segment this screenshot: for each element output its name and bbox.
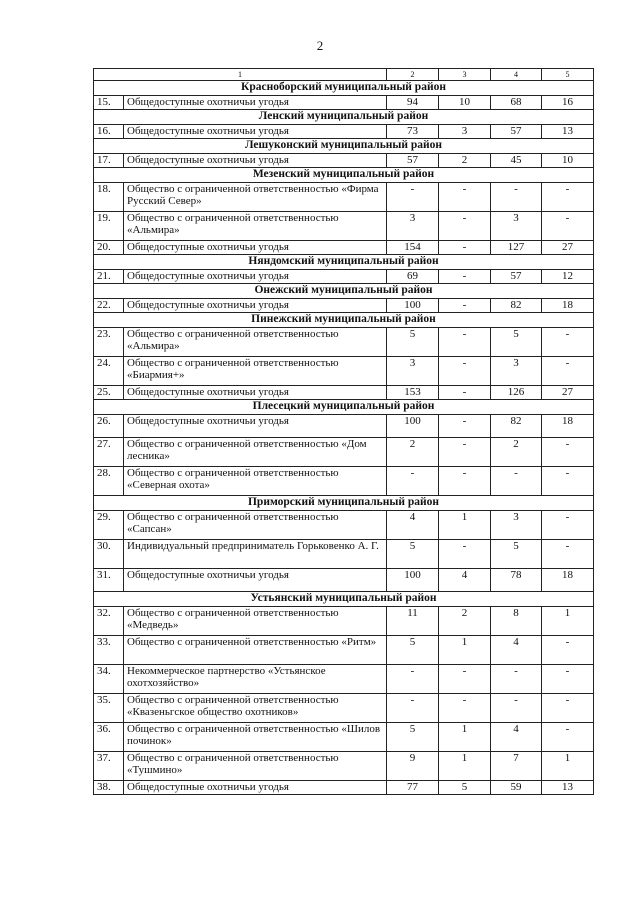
row-number: 22. <box>94 299 124 313</box>
cell-col3: - <box>439 694 491 723</box>
district-title: Красноборский муниципальный район <box>94 81 594 96</box>
row-number: 30. <box>94 540 124 569</box>
table-row <box>94 357 594 386</box>
cell-col3: 1 <box>439 511 491 540</box>
district-row <box>94 139 594 154</box>
row-number: 20. <box>94 241 124 255</box>
row-name: Некоммерческое партнерство «Устьянское охотхозяйство» <box>124 665 387 694</box>
row-name: Общество с ограниченной ответственностью «Тушмино» <box>124 752 387 781</box>
cell-col4: 4 <box>491 723 542 752</box>
cell-col3: - <box>439 540 491 569</box>
cell-col3: 2 <box>439 154 491 168</box>
page-number: 2 <box>316 38 324 53</box>
cell-col2: 100 <box>387 415 439 438</box>
cell-col3: - <box>439 241 491 255</box>
cell-col2: 94 <box>387 96 439 110</box>
cell-col4: 5 <box>491 540 542 569</box>
table-row <box>94 723 594 752</box>
column-header-3: 3 <box>439 69 491 81</box>
cell-col5: 13 <box>542 781 594 795</box>
district-title: Мезенский муниципальный район <box>94 168 594 183</box>
cell-col2: 69 <box>387 270 439 284</box>
table-row <box>94 511 594 540</box>
cell-col4: - <box>491 183 542 212</box>
table-row <box>94 125 594 139</box>
cell-col2: 3 <box>387 357 439 386</box>
table-row <box>94 386 594 400</box>
cell-col5: 18 <box>542 299 594 313</box>
row-number: 23. <box>94 328 124 357</box>
cell-col4: 7 <box>491 752 542 781</box>
row-name: Общедоступные охотничьи угодья <box>124 299 387 313</box>
cell-col4: - <box>491 467 542 496</box>
cell-col5: - <box>542 723 594 752</box>
cell-col4: 82 <box>491 299 542 313</box>
district-row <box>94 284 594 299</box>
table-row <box>94 752 594 781</box>
row-name: Общество с ограниченной ответственностью «Шилов починок» <box>124 723 387 752</box>
cell-col5: - <box>542 183 594 212</box>
cell-col5: 18 <box>542 415 594 438</box>
row-name: Общество с ограниченной ответственностью «Ритм» <box>124 636 387 665</box>
row-number: 18. <box>94 183 124 212</box>
cell-col5: - <box>542 467 594 496</box>
table-row <box>94 438 594 467</box>
column-header-1: 1 <box>94 69 387 81</box>
row-number: 19. <box>94 212 124 241</box>
cell-col3: - <box>439 665 491 694</box>
column-header-4: 4 <box>491 69 542 81</box>
cell-col4: 126 <box>491 386 542 400</box>
row-name: Общество с ограниченной ответственностью «Медведь» <box>124 607 387 636</box>
cell-col4: 59 <box>491 781 542 795</box>
row-name: Общество с ограниченной ответственностью «Альмира» <box>124 212 387 241</box>
cell-col5: - <box>542 636 594 665</box>
cell-col2: - <box>387 665 439 694</box>
cell-col4: 3 <box>491 511 542 540</box>
table-row <box>94 183 594 212</box>
cell-col5: - <box>542 212 594 241</box>
district-row <box>94 313 594 328</box>
cell-col5: 1 <box>542 752 594 781</box>
table-row <box>94 607 594 636</box>
cell-col2: 9 <box>387 752 439 781</box>
cell-col5: - <box>542 357 594 386</box>
cell-col5: 10 <box>542 154 594 168</box>
row-number: 28. <box>94 467 124 496</box>
row-name: Общество с ограниченной ответственностью «Сапсан» <box>124 511 387 540</box>
cell-col3: 1 <box>439 752 491 781</box>
row-number: 26. <box>94 415 124 438</box>
cell-col5: 16 <box>542 96 594 110</box>
cell-col4: 4 <box>491 636 542 665</box>
district-row <box>94 255 594 270</box>
cell-col5: 27 <box>542 241 594 255</box>
hunting-grounds-table <box>93 68 594 795</box>
cell-col4: 3 <box>491 212 542 241</box>
cell-col2: 100 <box>387 299 439 313</box>
cell-col4: 82 <box>491 415 542 438</box>
district-row <box>94 496 594 511</box>
row-number: 15. <box>94 96 124 110</box>
table-row <box>94 270 594 284</box>
row-name: Общедоступные охотничьи угодья <box>124 415 387 438</box>
cell-col2: - <box>387 694 439 723</box>
cell-col3: 10 <box>439 96 491 110</box>
row-number: 34. <box>94 665 124 694</box>
column-header-row <box>94 69 594 81</box>
row-number: 33. <box>94 636 124 665</box>
cell-col2: 2 <box>387 438 439 467</box>
row-name: Общество с ограниченной ответственностью «Биармия+» <box>124 357 387 386</box>
row-name: Общедоступные охотничьи угодья <box>124 125 387 139</box>
district-row <box>94 81 594 96</box>
cell-col5: - <box>542 540 594 569</box>
table-row <box>94 781 594 795</box>
row-name: Общедоступные охотничьи угодья <box>124 781 387 795</box>
table-row <box>94 241 594 255</box>
cell-col2: 77 <box>387 781 439 795</box>
cell-col3: - <box>439 183 491 212</box>
row-number: 25. <box>94 386 124 400</box>
table-row <box>94 299 594 313</box>
district-row <box>94 110 594 125</box>
cell-col2: - <box>387 467 439 496</box>
district-row <box>94 400 594 415</box>
cell-col4: 3 <box>491 357 542 386</box>
cell-col4: 127 <box>491 241 542 255</box>
row-name: Общедоступные охотничьи угодья <box>124 154 387 168</box>
district-title: Устьянский муниципальный район <box>94 592 594 607</box>
cell-col2: 5 <box>387 540 439 569</box>
cell-col3: - <box>439 328 491 357</box>
cell-col5: - <box>542 511 594 540</box>
cell-col2: 5 <box>387 328 439 357</box>
row-name: Общедоступные охотничьи угодья <box>124 241 387 255</box>
district-title: Лешуконский муниципальный район <box>94 139 594 154</box>
row-name: Общество с ограниченной ответственностью «Альмира» <box>124 328 387 357</box>
cell-col2: 153 <box>387 386 439 400</box>
cell-col4: 57 <box>491 125 542 139</box>
cell-col3: 5 <box>439 781 491 795</box>
row-name: Общедоступные охотничьи угодья <box>124 270 387 284</box>
cell-col3: - <box>439 386 491 400</box>
row-number: 21. <box>94 270 124 284</box>
cell-col3: - <box>439 357 491 386</box>
cell-col2: 11 <box>387 607 439 636</box>
district-title: Пинежский муниципальный район <box>94 313 594 328</box>
table-row <box>94 636 594 665</box>
district-title: Приморский муниципальный район <box>94 496 594 511</box>
district-row <box>94 592 594 607</box>
district-title: Ленский муниципальный район <box>94 110 594 125</box>
row-number: 32. <box>94 607 124 636</box>
cell-col4: - <box>491 694 542 723</box>
row-name: Общество с ограниченной ответственностью «Северная охота» <box>124 467 387 496</box>
column-header-2: 2 <box>387 69 439 81</box>
row-number: 36. <box>94 723 124 752</box>
cell-col2: - <box>387 183 439 212</box>
cell-col5: 27 <box>542 386 594 400</box>
cell-col5: - <box>542 328 594 357</box>
row-number: 35. <box>94 694 124 723</box>
row-number: 38. <box>94 781 124 795</box>
cell-col3: 1 <box>439 636 491 665</box>
cell-col5: 1 <box>542 607 594 636</box>
cell-col2: 4 <box>387 511 439 540</box>
row-number: 24. <box>94 357 124 386</box>
cell-col3: 2 <box>439 607 491 636</box>
column-header-5: 5 <box>542 69 594 81</box>
row-number: 16. <box>94 125 124 139</box>
cell-col4: - <box>491 665 542 694</box>
row-number: 29. <box>94 511 124 540</box>
cell-col5: 12 <box>542 270 594 284</box>
cell-col4: 78 <box>491 569 542 592</box>
cell-col3: - <box>439 415 491 438</box>
row-name: Общедоступные охотничьи угодья <box>124 386 387 400</box>
row-number: 17. <box>94 154 124 168</box>
row-number: 37. <box>94 752 124 781</box>
table-row <box>94 569 594 592</box>
table-row <box>94 665 594 694</box>
cell-col5: 18 <box>542 569 594 592</box>
cell-col3: 3 <box>439 125 491 139</box>
cell-col5: - <box>542 438 594 467</box>
cell-col2: 5 <box>387 636 439 665</box>
cell-col5: - <box>542 694 594 723</box>
row-name: Индивидуальный предприниматель Горьковенко А. Г. <box>124 540 387 569</box>
district-row <box>94 168 594 183</box>
row-number: 31. <box>94 569 124 592</box>
table-row <box>94 96 594 110</box>
row-number: 27. <box>94 438 124 467</box>
table-row <box>94 540 594 569</box>
row-name: Общество с ограниченной ответственностью «Фирма Русский Север» <box>124 183 387 212</box>
table-row <box>94 154 594 168</box>
cell-col3: - <box>439 299 491 313</box>
cell-col2: 3 <box>387 212 439 241</box>
district-title: Плесецкий муниципальный район <box>94 400 594 415</box>
table-row <box>94 694 594 723</box>
cell-col3: - <box>439 212 491 241</box>
cell-col5: - <box>542 665 594 694</box>
cell-col2: 73 <box>387 125 439 139</box>
cell-col3: 1 <box>439 723 491 752</box>
table-row <box>94 467 594 496</box>
cell-col2: 154 <box>387 241 439 255</box>
cell-col2: 57 <box>387 154 439 168</box>
cell-col3: 4 <box>439 569 491 592</box>
district-title: Онежский муниципальный район <box>94 284 594 299</box>
row-name: Общедоступные охотничьи угодья <box>124 96 387 110</box>
table-row <box>94 212 594 241</box>
table-row <box>94 328 594 357</box>
cell-col4: 8 <box>491 607 542 636</box>
cell-col4: 68 <box>491 96 542 110</box>
cell-col2: 5 <box>387 723 439 752</box>
cell-col4: 5 <box>491 328 542 357</box>
cell-col4: 2 <box>491 438 542 467</box>
cell-col2: 100 <box>387 569 439 592</box>
cell-col3: - <box>439 438 491 467</box>
row-name: Общество с ограниченной ответственностью «Квазеньгское общество охотников» <box>124 694 387 723</box>
cell-col5: 13 <box>542 125 594 139</box>
row-name: Общедоступные охотничьи угодья <box>124 569 387 592</box>
row-name: Общество с ограниченной ответственностью «Дом лесника» <box>124 438 387 467</box>
cell-col4: 45 <box>491 154 542 168</box>
cell-col3: - <box>439 270 491 284</box>
cell-col4: 57 <box>491 270 542 284</box>
table-row <box>94 415 594 438</box>
district-title: Няндомский муниципальный район <box>94 255 594 270</box>
cell-col3: - <box>439 467 491 496</box>
